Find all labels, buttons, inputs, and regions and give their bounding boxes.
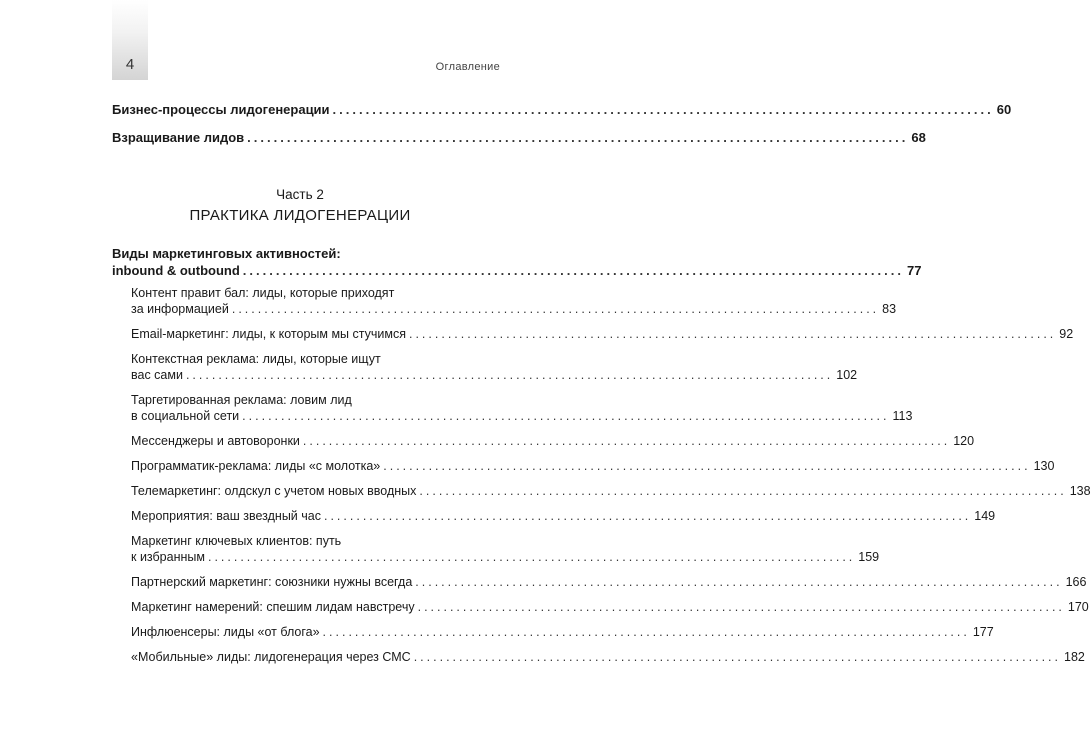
toc-subentry[interactable] — [131, 392, 913, 424]
dot-leader: .................................................................................................... — [322, 625, 970, 639]
toc-subentry-page: 130 — [1033, 459, 1055, 473]
dot-leader: .................................................................................................... — [323, 509, 972, 523]
dot-leader: .................................................................................................... — [419, 484, 1067, 498]
toc-subentry-title: Email-маркетинг: лиды, к которым мы стучимся — [131, 327, 406, 341]
dot-leader: .................................................................................................... — [383, 459, 1031, 473]
toc-top-entries — [112, 102, 1012, 158]
toc-entry-title: Бизнес-процессы лидогенерации — [112, 102, 330, 117]
toc-entry-page: 60 — [996, 102, 1012, 117]
toc-subentry[interactable] — [131, 624, 994, 640]
dot-leader: .................................................................................................... — [302, 434, 951, 448]
section-entry[interactable] — [112, 245, 922, 279]
toc-subentry-page: 113 — [892, 409, 913, 423]
toc-subentry-page: 92 — [1059, 327, 1074, 341]
toc-subentry[interactable] — [131, 483, 1091, 499]
toc-subentry[interactable] — [131, 326, 1074, 342]
dot-leader: .................................................................................................... — [408, 327, 1057, 341]
toc-subentries — [131, 285, 1091, 674]
dot-leader: .................................................................................................... — [247, 130, 909, 145]
toc-subentry-title: за информацией — [131, 302, 229, 316]
toc-subentry-title: вас сами — [131, 368, 183, 382]
toc-subentry-page: 177 — [972, 625, 994, 639]
toc-subentry-title: Партнерский маркетинг: союзники нужны всегда — [131, 575, 413, 589]
toc-subentry-title-line1: Контекстная реклама: лиды, которые ищут — [131, 352, 381, 366]
dot-leader: .................................................................................................... — [417, 600, 1065, 614]
toc-subentry-page: 138 — [1069, 484, 1091, 498]
toc-subentry-page: 102 — [836, 368, 858, 382]
toc-subentry-title: Программатик-реклама: лиды «с молотка» — [131, 459, 381, 473]
part-label: Часть 2 — [276, 187, 324, 202]
toc-subentry[interactable] — [131, 433, 975, 449]
toc-subentry-title: к избранным — [131, 550, 205, 564]
toc-subentry[interactable] — [131, 351, 858, 383]
running-head: Оглавление — [435, 61, 500, 73]
toc-subentry[interactable] — [131, 285, 897, 317]
toc-subentry-page: 166 — [1065, 575, 1087, 589]
toc-entry-title: Взращивание лидов — [112, 130, 245, 145]
dot-leader: .................................................................................................... — [242, 409, 890, 423]
toc-subentry[interactable] — [131, 458, 1055, 474]
toc-subentry-page: 182 — [1064, 650, 1085, 664]
toc-subentry-title-line1: Таргетированная реклама: ловим лид — [131, 393, 352, 407]
part-title: ПРАКТИКА ЛИДОГЕНЕРАЦИИ — [189, 207, 411, 224]
toc-subentry-page: 120 — [953, 434, 975, 448]
toc-entry[interactable] — [112, 130, 926, 145]
toc-entry-page: 68 — [911, 130, 926, 145]
toc-subentry-title: Мессенджеры и автоворонки — [131, 434, 300, 448]
section-page: 77 — [906, 263, 922, 278]
dot-leader: .................................................................................................... — [231, 302, 880, 316]
toc-subentry-title: Маркетинг намерений: спешим лидам навстречу — [131, 600, 415, 614]
dot-leader: .................................................................................................... — [413, 650, 1061, 664]
page-number: 4 — [125, 56, 135, 73]
toc-subentry-title: Телемаркетинг: олдскул с учетом новых вводных — [131, 484, 417, 498]
toc-subentry[interactable] — [131, 599, 1089, 615]
toc-subentry-title: Мероприятия: ваш звездный час — [131, 509, 321, 523]
toc-subentry[interactable] — [131, 649, 1085, 665]
toc-subentry-title: Инфлюенсеры: лиды «от блога» — [131, 625, 320, 639]
toc-subentry-title-line1: Маркетинг ключевых клиентов: путь — [131, 534, 342, 548]
toc-subentry-page: 149 — [974, 509, 996, 523]
part-heading — [112, 185, 488, 227]
toc-entry[interactable] — [112, 102, 1012, 117]
dot-leader: .................................................................................................... — [185, 368, 834, 382]
toc-subentry-title: «Мобильные» лиды: лидогенерация через СМС — [131, 650, 411, 664]
toc-subentry-title-line1: Контент правит бал: лиды, которые приходят — [131, 286, 395, 300]
section-title-line2: inbound & outbound — [112, 263, 240, 278]
toc-subentry-page: 159 — [858, 550, 880, 564]
toc-subentry-page: 170 — [1067, 600, 1089, 614]
toc-subentry-page: 83 — [882, 302, 897, 316]
dot-leader: .................................................................................................... — [207, 550, 856, 564]
dot-leader: .................................................................................................... — [332, 102, 994, 117]
toc-subentry-title: в социальной сети — [131, 409, 240, 423]
toc-subentry[interactable] — [131, 574, 1087, 590]
toc-subentry[interactable] — [131, 508, 996, 524]
toc-subentry[interactable] — [131, 533, 880, 565]
dot-leader: .................................................................................................... — [415, 575, 1063, 589]
dot-leader: .................................................................................................... — [242, 263, 904, 278]
section-title-line1: Виды маркетинговых активностей: — [112, 246, 341, 261]
